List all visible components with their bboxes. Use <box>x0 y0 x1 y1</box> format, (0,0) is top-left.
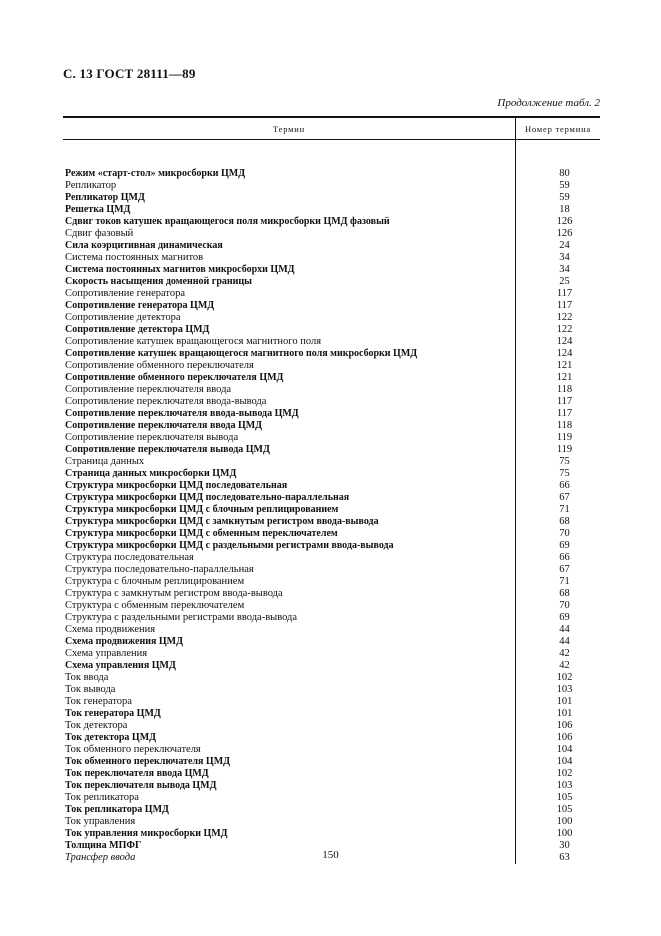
term-number-cell: 106 <box>556 720 573 731</box>
term-cell: Сопротивление обменного переключателя ЦМД <box>65 372 284 383</box>
table-row <box>63 756 600 768</box>
term-cell: Сопротивление катушек вращающегося магнитного поля <box>65 336 322 347</box>
table-row <box>63 240 600 252</box>
table-row <box>63 288 600 300</box>
term-cell: Схема управления <box>65 648 148 659</box>
term-cell: Структура микросборки ЦМД с замкнутым регистром ввода-вывода <box>65 516 379 527</box>
term-cell: Ток управления <box>65 816 136 827</box>
term-cell: Сдвиг токов катушек вращающегося поля микросборки ЦМД фазовый <box>65 216 390 227</box>
term-cell: Структура с обменным переключателем <box>65 600 245 611</box>
term-number-cell: 69 <box>559 612 570 623</box>
term-cell: Ток генератора <box>65 696 132 707</box>
term-cell: Сопротивление катушек вращающегося магнитного поля микросборки ЦМД <box>65 348 418 359</box>
term-cell: Репликатор ЦМД <box>65 192 145 203</box>
table-row <box>63 768 600 780</box>
term-number-cell: 68 <box>559 588 570 599</box>
term-number-cell: 121 <box>556 372 573 383</box>
term-cell: Трансфер ввода <box>65 852 136 863</box>
table-row <box>63 168 600 180</box>
term-number-cell: 34 <box>559 252 570 263</box>
term-cell: Сопротивление переключателя ввода ЦМД <box>65 420 263 431</box>
term-number-cell: 117 <box>556 288 573 299</box>
term-number-cell: 75 <box>559 468 570 479</box>
table-body <box>63 140 600 864</box>
term-number-cell: 25 <box>559 276 570 287</box>
term-number-cell: 117 <box>556 396 573 407</box>
term-cell: Ток вывода <box>65 684 116 695</box>
table-row <box>63 816 600 828</box>
term-cell: Система постоянных магнитов <box>65 252 204 263</box>
table-row <box>63 636 600 648</box>
term-cell: Структура с замкнутым регистром ввода-вывода <box>65 588 283 599</box>
term-number-cell: 106 <box>556 732 573 743</box>
term-cell: Структура с раздельными регистрами ввода-вывода <box>65 612 298 623</box>
table-row <box>63 804 600 816</box>
term-number-cell: 119 <box>556 432 573 443</box>
terms-table <box>63 116 600 864</box>
table-row <box>63 348 600 360</box>
table-row <box>63 276 600 288</box>
term-number-cell: 104 <box>556 756 573 767</box>
term-number-cell: 44 <box>559 624 570 635</box>
term-number-cell: 124 <box>556 348 573 359</box>
table-row <box>63 492 600 504</box>
term-cell: Ток детектора ЦМД <box>65 732 157 743</box>
term-cell: Структура микросборки ЦМД с раздельными регистрами ввода-вывода <box>65 540 394 551</box>
term-number-cell: 122 <box>556 312 573 323</box>
table-row <box>63 528 600 540</box>
table-row <box>63 396 600 408</box>
term-cell: Структура микросборки ЦМД последовательно-параллельная <box>65 492 350 503</box>
table-row <box>63 540 600 552</box>
term-number-cell: 121 <box>556 360 573 371</box>
table-row <box>63 372 600 384</box>
table-row <box>63 732 600 744</box>
term-number-cell: 68 <box>559 516 570 527</box>
term-number-cell: 67 <box>559 492 570 503</box>
table-row <box>63 480 600 492</box>
term-number-cell: 104 <box>556 744 573 755</box>
term-number-cell: 66 <box>559 552 570 563</box>
term-number-cell: 126 <box>556 216 573 227</box>
term-cell: Структура последовательная <box>65 552 194 563</box>
term-number-cell: 102 <box>556 672 573 683</box>
table-row <box>63 252 600 264</box>
table-row <box>63 324 600 336</box>
table-row <box>63 780 600 792</box>
term-cell: Ток обменного переключателя ЦМД <box>65 756 231 767</box>
term-cell: Сопротивление переключателя ввода-вывода <box>65 396 267 407</box>
term-cell: Сопротивление генератора <box>65 288 186 299</box>
table-row <box>63 696 600 708</box>
term-number-cell: 44 <box>559 636 570 647</box>
term-number-cell: 69 <box>559 540 570 551</box>
term-cell: Структура микросборки ЦМД с блочным реплицированием <box>65 504 339 515</box>
table-row <box>63 624 600 636</box>
table-row <box>63 708 600 720</box>
table-row <box>63 204 600 216</box>
table-row <box>63 420 600 432</box>
table-row <box>63 264 600 276</box>
table-row <box>63 312 600 324</box>
table-row <box>63 588 600 600</box>
term-number-cell: 124 <box>556 336 573 347</box>
table-row <box>63 744 600 756</box>
term-cell: Страница данных микросборки ЦМД <box>65 468 237 479</box>
term-number-cell: 118 <box>556 420 573 431</box>
table-row <box>63 516 600 528</box>
column-divider <box>515 140 516 864</box>
table-row <box>63 468 600 480</box>
table-row <box>63 504 600 516</box>
term-cell: Ток генератора ЦМД <box>65 708 161 719</box>
term-cell: Ток репликатора ЦМД <box>65 804 169 815</box>
term-number-cell: 71 <box>559 576 570 587</box>
term-cell: Ток детектора <box>65 720 128 731</box>
table-row <box>63 432 600 444</box>
term-number-cell: 67 <box>559 564 570 575</box>
term-number-cell: 117 <box>556 300 573 311</box>
table-row <box>63 600 600 612</box>
table-row <box>63 648 600 660</box>
document-header: С. 13 ГОСТ 28111—89 <box>63 66 196 81</box>
term-number-cell: 80 <box>559 168 570 179</box>
table-row <box>63 384 600 396</box>
term-number-cell: 100 <box>556 828 573 839</box>
term-number-cell: 102 <box>556 768 573 779</box>
term-cell: Схема продвижения <box>65 624 156 635</box>
term-cell: Структура микросборки ЦМД последовательная <box>65 480 288 491</box>
table-row <box>63 564 600 576</box>
page-number: 150 <box>322 849 339 861</box>
term-number-cell: 63 <box>559 852 570 863</box>
term-number-cell: 118 <box>556 384 573 395</box>
term-cell: Сопротивление обменного переключателя <box>65 360 254 371</box>
term-number-cell: 18 <box>559 204 570 215</box>
term-number-cell: 103 <box>556 780 573 791</box>
table-row <box>63 672 600 684</box>
term-cell: Сопротивление детектора <box>65 312 181 323</box>
term-cell: Репликатор <box>65 180 117 191</box>
table-row <box>63 408 600 420</box>
table-row <box>63 360 600 372</box>
term-cell: Сопротивление переключателя ввода <box>65 384 232 395</box>
table-row <box>63 444 600 456</box>
table-row <box>63 300 600 312</box>
table-row <box>63 684 600 696</box>
table-row <box>63 456 600 468</box>
term-cell: Ток обменного переключателя <box>65 744 201 755</box>
table-row <box>63 336 600 348</box>
term-number-cell: 59 <box>559 192 570 203</box>
term-number-cell: 105 <box>556 792 573 803</box>
term-cell: Схема управления ЦМД <box>65 660 176 671</box>
term-cell: Ток управления микросборки ЦМД <box>65 828 228 839</box>
table-row <box>63 612 600 624</box>
term-number-cell: 70 <box>559 600 570 611</box>
term-number-cell: 105 <box>556 804 573 815</box>
table-continuation-note: Продолжение табл. 2 <box>497 97 600 109</box>
term-number-cell: 101 <box>556 708 573 719</box>
term-cell: Структура последовательно-параллельная <box>65 564 254 575</box>
term-cell: Ток репликатора <box>65 792 139 803</box>
term-cell: Решетка ЦМД <box>65 204 131 215</box>
term-number-cell: 42 <box>559 648 570 659</box>
term-cell: Толщина МПФГ <box>65 840 142 851</box>
term-number-cell: 119 <box>556 444 573 455</box>
term-cell: Ток переключателя вывода ЦМД <box>65 780 217 791</box>
term-cell: Режим «старт-стол» микросборки ЦМД <box>65 168 246 179</box>
term-cell: Сила коэрцитивная динамическая <box>65 240 223 251</box>
term-cell: Скорость насыщения доменной границы <box>65 276 252 287</box>
term-number-cell: 103 <box>556 684 573 695</box>
term-cell: Сопротивление генератора ЦМД <box>65 300 215 311</box>
term-number-cell: 59 <box>559 180 570 191</box>
term-number-cell: 126 <box>556 228 573 239</box>
table-row <box>63 660 600 672</box>
term-cell: Сопротивление переключателя вывода ЦМД <box>65 444 270 455</box>
term-cell: Сопротивление переключателя ввода-вывода ЦМД <box>65 408 299 419</box>
table-row <box>63 180 600 192</box>
term-cell: Сдвиг фазовый <box>65 228 134 239</box>
table-row <box>63 228 600 240</box>
term-cell: Структура с блочным реплицированием <box>65 576 245 587</box>
term-cell: Сопротивление переключателя вывода <box>65 432 239 443</box>
column-header-term: Термин <box>272 123 306 134</box>
table-header <box>63 116 600 140</box>
table-row <box>63 192 600 204</box>
table-row <box>63 552 600 564</box>
term-number-cell: 30 <box>559 840 570 851</box>
term-cell: Страница данных <box>65 456 145 467</box>
term-number-cell: 66 <box>559 480 570 491</box>
term-number-cell: 24 <box>559 240 570 251</box>
term-number-cell: 117 <box>556 408 573 419</box>
table-row <box>63 828 600 840</box>
term-cell: Структура микросборки ЦМД с обменным переключателем <box>65 528 338 539</box>
term-cell: Система постоянных магнитов микросборхи ЦМД <box>65 264 295 275</box>
column-header-number: Номер термина <box>515 118 600 139</box>
term-number-cell: 70 <box>559 528 570 539</box>
term-cell: Ток ввода <box>65 672 109 683</box>
term-number-cell: 101 <box>556 696 573 707</box>
term-cell: Ток переключателя ввода ЦМД <box>65 768 209 779</box>
table-row <box>63 576 600 588</box>
term-number-cell: 42 <box>559 660 570 671</box>
term-cell: Сопротивление детектора ЦМД <box>65 324 210 335</box>
table-row <box>63 720 600 732</box>
term-number-cell: 71 <box>559 504 570 515</box>
term-number-cell: 75 <box>559 456 570 467</box>
term-number-cell: 122 <box>556 324 573 335</box>
table-row <box>63 792 600 804</box>
term-number-cell: 34 <box>559 264 570 275</box>
table-row <box>63 216 600 228</box>
term-number-cell: 100 <box>556 816 573 827</box>
term-cell: Схема продвижения ЦМД <box>65 636 183 647</box>
